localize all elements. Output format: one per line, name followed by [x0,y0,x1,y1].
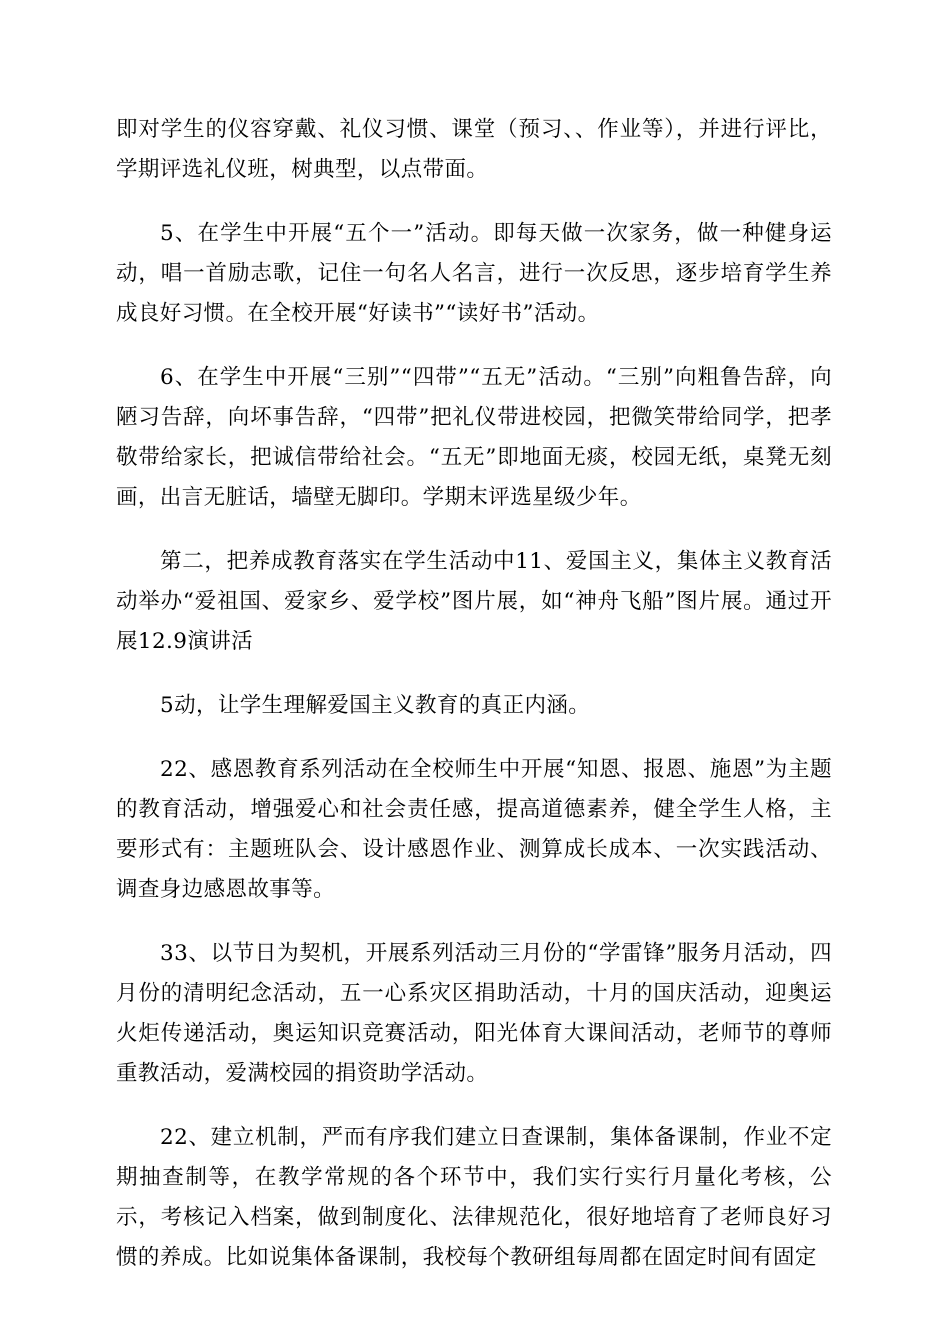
paragraph-5: 5动，让学生理解爱国主义教育的真正内涵。 [160,693,591,718]
paragraph-2: 5、在学生中开展“五个一”活动。即每天做一次家务，做一种健身运动，唱一首励志歌，记住一句名人名言，进行一次反思，逐步培育学生养成良好习惯。在全校开展“好读书”“读好书”活动。 [116,221,832,326]
paragraph-7: 33、以节日为契机，开展系列活动三月份的“学雷锋”服务月活动，四月份的清明纪念活动，五一心系灾区捐助活动，十月的国庆活动，迎奥运火炬传递活动，奥运知识竞赛活动，阳光体育大课间活动，老师节的尊师重教活动，爱满校园的捐资助学活动。 [116,941,832,1086]
document-body [116,110,832,1302]
paragraph-1: 即对学生的仪容穿戴、礼仪习惯、课堂（预习、、作业等），并进行评比，学期评选礼仪班，树典型，以点带面。 [116,117,832,182]
paragraph-6: 22、感恩教育系列活动在全校师生中开展“知恩、报恩、施恩”为主题的教育活动，增强爱心和社会责任感，提高道德素养，健全学生人格，主要形式有：主题班队会、设计感恩作业、测算成长成本、一次实践活动、调查身边感恩故事等。 [116,757,832,902]
paragraph-8: 22、建立机制，严而有序我们建立日查课制，集体备课制，作业不定期抽查制等，在教学常规的各个环节中，我们实行实行月量化考核，公示，考核记入档案，做到制度化、法律规范化，很好地培育了老师良好习惯的养成。比如说集体备课制，我校每个教研组每周都在固定时间有固定 [116,1125,832,1270]
paragraph-3: 6、在学生中开展“三别”“四带”“五无”活动。“三别”向粗鲁告辞，向陋习告辞，向坏事告辞，“四带”把礼仪带进校园，把微笑带给同学，把孝敬带给家长，把诚信带给社会。“五无”即地面无痰，校园无纸，桌凳无刻画，出言无脏话，墙壁无脚印。学期末评选星级少年。 [116,365,832,510]
paragraph-4: 第二，把养成教育落实在学生活动中11、爱国主义，集体主义教育活动举办“爱祖国、爱家乡、爱学校”图片展，如“神舟飞船”图片展。通过开展12.9演讲活 [116,549,832,654]
